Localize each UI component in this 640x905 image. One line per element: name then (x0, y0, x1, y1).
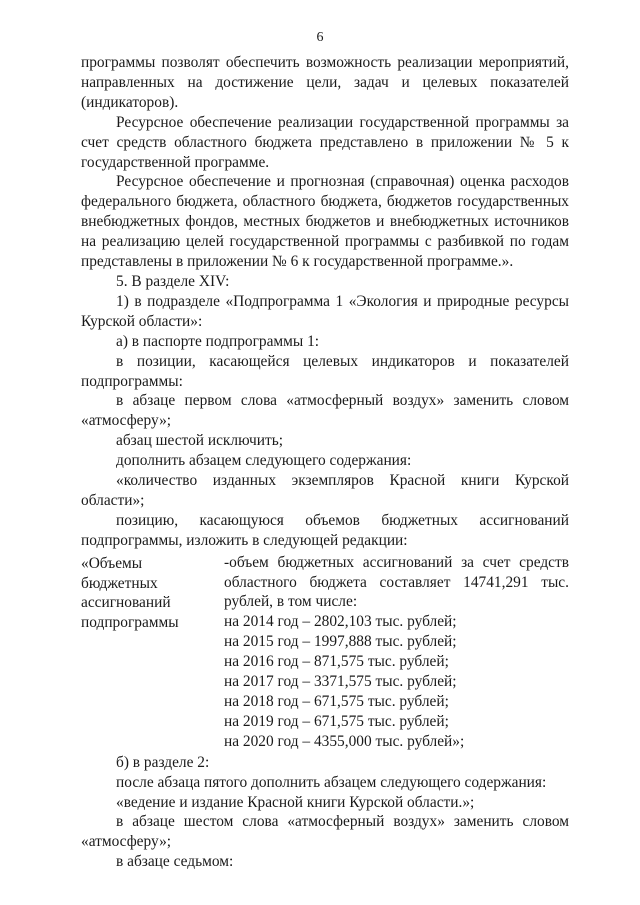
text-line: (индикаторов). (81, 93, 179, 111)
text-line: внебюджетных фондов, местных бюджетов и внебюджетных источников (81, 213, 569, 231)
paragraph-after-fifth: после абзаца пятого дополнить абзацем следующего содержания: (116, 773, 547, 791)
paragraph-position (81, 352, 569, 392)
text-line: «атмосферу»; (81, 412, 172, 430)
paragraph-sixth-replace (81, 812, 569, 852)
table-label-line: подпрограммы (81, 614, 179, 632)
text-line: рублей, в том числе: (224, 593, 358, 611)
paragraph-item-b: б) в разделе 2: (116, 753, 210, 771)
text-line: «атмосферу»; (81, 833, 172, 851)
paragraph-seventh: в абзаце седьмом: (116, 853, 234, 871)
paragraph-sixth-exclude: абзац шестой исключить; (116, 432, 283, 450)
year-line: на 2018 год – 671,575 тыс. рублей; (224, 693, 449, 710)
year-line: на 2016 год – 871,575 тыс. рублей; (224, 653, 449, 671)
text-line: подпрограммы: (81, 372, 183, 390)
paragraph-first-para (81, 391, 569, 431)
paragraph-item-a: а) в паспорте подпрограммы 1: (116, 332, 320, 350)
budget-table-value (224, 553, 569, 752)
table-label-line: ассигнований (81, 594, 171, 612)
text-line: федерального бюджета, областного бюджета, бюджетов государственных (81, 193, 569, 211)
text-line: на реализацию целей государственной программы с разбивкой по годам (81, 233, 569, 251)
text-line: программы позволят обеспечить возможность реализации мероприятий, (81, 54, 569, 71)
paragraph-intro (81, 53, 569, 113)
paragraph-add: дополнить абзацем следующего содержания: (116, 452, 412, 470)
paragraph-volumes (81, 511, 569, 551)
paragraph-red-book: «ведение и издание Красной книги Курской области.»; (116, 793, 475, 811)
text-line: областного бюджета составляет 14741,291 тыс. (224, 573, 569, 591)
budget-table-label (81, 553, 224, 752)
text-line: -объем бюджетных ассигнований за счет средств (224, 553, 569, 571)
text-line: Курской области»: (81, 312, 203, 330)
paragraph-resources-2 (81, 172, 569, 272)
year-line: на 2017 год – 3371,575 тыс. рублей; (224, 673, 457, 691)
text-line: Ресурсное обеспечение реализации государственной программы за (116, 113, 569, 131)
text-line: государственной программе. (81, 153, 270, 171)
paragraph-resources-1 (81, 113, 569, 173)
text-line: 1) в подразделе «Подпрограмма 1 «Экология и природные ресурсы (116, 292, 569, 310)
text-line: позицию, касающуюся объемов бюджетных ассигнований (116, 511, 569, 529)
document-body (81, 53, 569, 872)
text-line: области»; (81, 491, 145, 509)
text-line: в абзаце шестом слова «атмосферный воздух» заменить словом (116, 813, 569, 831)
text-line: представлены в приложении № 6 к государственной программе.». (81, 253, 514, 271)
table-label-line: бюджетных (81, 574, 158, 592)
text-line: счет средств областного бюджета представлено в приложении № 5 к (81, 133, 569, 151)
year-line: на 2014 год – 2802,103 тыс. рублей; (224, 613, 457, 631)
text-line: направленных на достижение цели, задач и целевых показателей (81, 73, 569, 91)
text-line: Ресурсное обеспечение и прогнозная (справочная) оценка расходов (116, 173, 569, 191)
year-line: на 2015 год – 1997,888 тыс. рублей; (224, 633, 457, 651)
text-line: «количество изданных экземпляров Красной книги Курской (116, 472, 569, 490)
table-label-line: «Объемы (81, 554, 143, 572)
text-line: подпрограммы, изложить в следующей редакции: (81, 531, 408, 549)
text-line: в абзаце первом слова «атмосферный воздух» заменить словом (116, 392, 569, 410)
page-number: 6 (316, 30, 324, 45)
year-line: на 2019 год – 671,575 тыс. рублей; (224, 712, 449, 730)
year-line: на 2020 год – 4355,000 тыс. рублей»; (224, 732, 465, 750)
paragraph-quantity (81, 471, 569, 511)
paragraph-item-1 (81, 292, 569, 332)
text-line: в позиции, касающейся целевых индикаторов и показателей (116, 352, 569, 370)
section-5-heading: 5. В разделе XIV: (116, 272, 230, 290)
budget-table (81, 553, 569, 752)
